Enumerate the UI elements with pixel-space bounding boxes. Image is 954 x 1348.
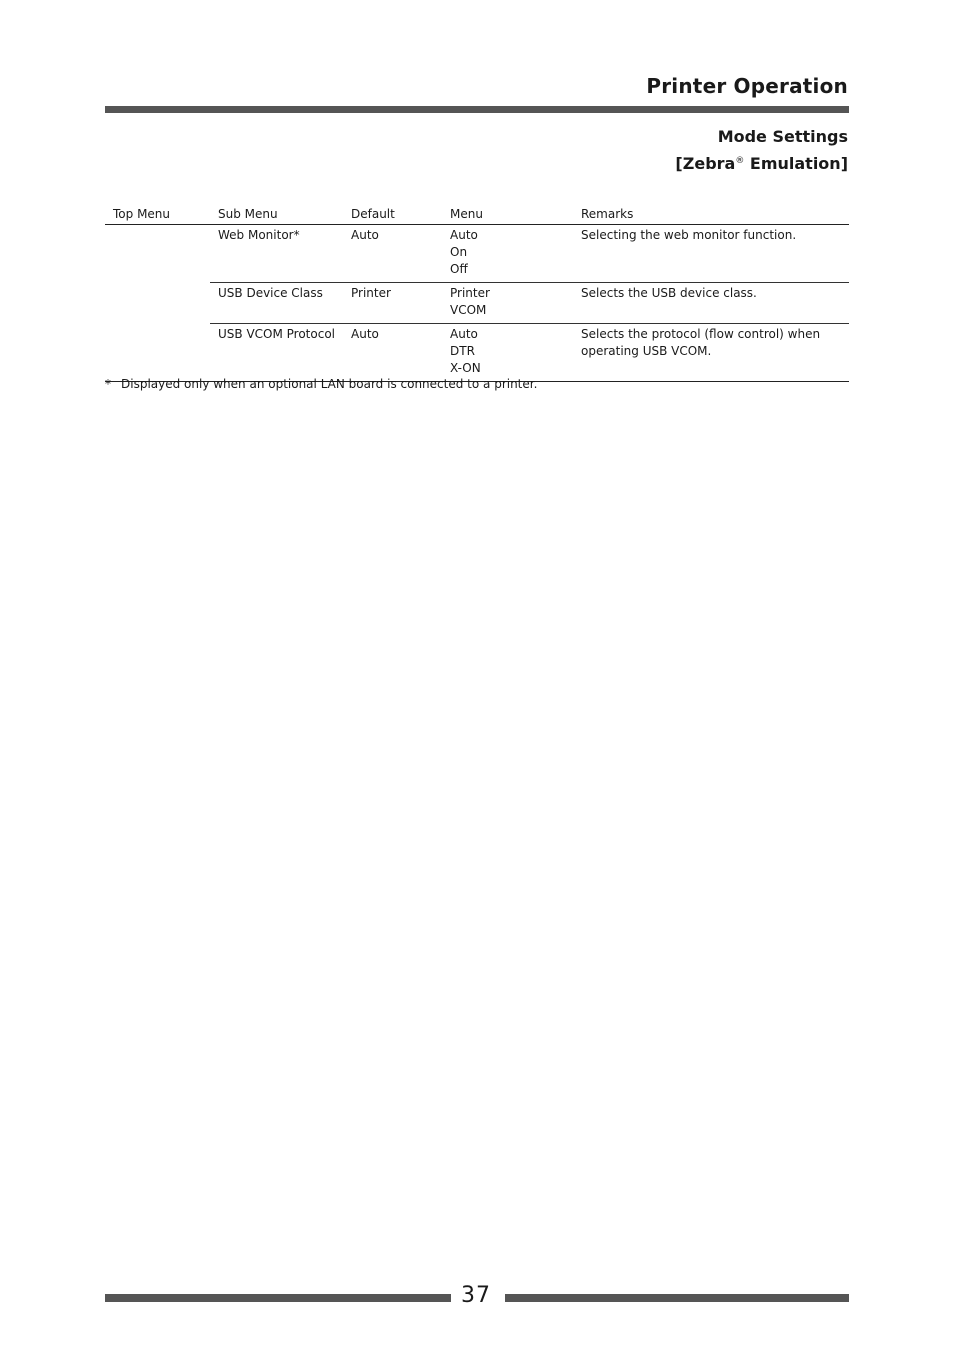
page-number: 37 [461, 1283, 491, 1308]
remarks-line: Selects the USB device class. [581, 286, 757, 300]
column-header-sub-menu: Sub Menu [210, 205, 343, 225]
sub-menu-cell: USB Device Class [210, 283, 343, 324]
settings-table [105, 205, 849, 382]
menu-option: Auto [450, 327, 478, 341]
menu-cell [442, 324, 573, 382]
top-menu-cell [105, 324, 210, 382]
menu-option: VCOM [450, 303, 487, 317]
footnote-text: Displayed only when an optional LAN board is connected to a printer. [121, 377, 538, 391]
sub-menu-cell: USB VCOM Protocol [210, 324, 343, 382]
menu-option: Auto [450, 228, 478, 242]
menu-cell [442, 225, 573, 283]
default-cell: Auto [343, 324, 442, 382]
section-title-prefix: [Zebra [675, 154, 736, 173]
remarks-line: Selects the protocol (flow control) when [581, 327, 821, 341]
menu-option: X-ON [450, 361, 481, 375]
table-header-row [105, 205, 849, 225]
footnote [105, 377, 537, 391]
chapter-title: Printer Operation [646, 74, 848, 98]
table-row [105, 225, 849, 283]
section-title-line1: Mode Settings [717, 127, 848, 146]
menu-option: On [450, 245, 468, 259]
default-cell: Printer [343, 283, 442, 324]
default-cell: Auto [343, 225, 442, 283]
remarks-line: Selecting the web monitor function. [581, 228, 797, 242]
table-row [105, 283, 849, 324]
remarks-line: operating USB VCOM. [581, 344, 712, 358]
top-menu-cell [105, 225, 210, 283]
menu-option: DTR [450, 344, 475, 358]
remarks-cell [573, 283, 849, 324]
section-title [675, 124, 848, 176]
header-rule [105, 106, 849, 113]
column-header-menu: Menu [442, 205, 573, 225]
section-title-suffix: Emulation] [744, 154, 848, 173]
top-menu-cell [105, 283, 210, 324]
menu-cell [442, 283, 573, 324]
remarks-cell [573, 324, 849, 382]
sub-menu-cell: Web Monitor* [210, 225, 343, 283]
section-title-line2 [675, 149, 848, 176]
table-row [105, 324, 849, 382]
column-header-default: Default [343, 205, 442, 225]
footer-rule-left [105, 1294, 451, 1302]
footer-rule-right [505, 1294, 849, 1302]
registered-mark: ® [735, 156, 745, 166]
menu-option: Off [450, 262, 468, 276]
column-header-top-menu: Top Menu [105, 205, 210, 225]
remarks-cell [573, 225, 849, 283]
menu-option: Printer [450, 286, 490, 300]
column-header-remarks: Remarks [573, 205, 849, 225]
footnote-mark: * [105, 377, 111, 391]
